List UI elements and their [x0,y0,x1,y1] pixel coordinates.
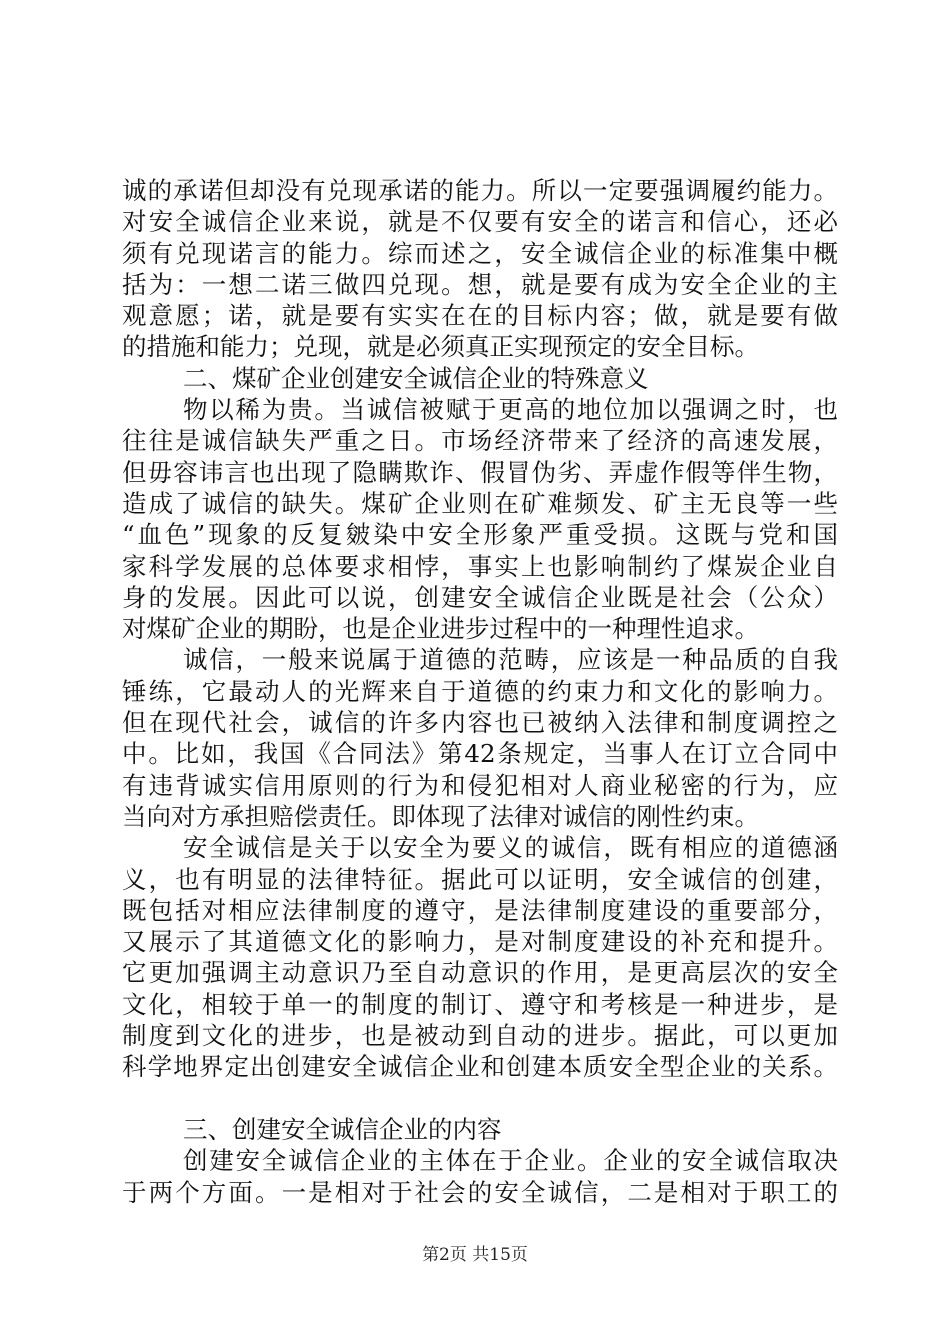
text-line: “血色”现象的反复皴染中安全形象严重受损。这既与党和国 [122,520,838,550]
text-line: 诚信，一般来说属于道德的范畴，应该是一种品质的自我 [183,645,838,675]
text-line: 的措施和能力；兑现，就是必须真正实现预定的安全目标。 [122,332,759,362]
text-line: 制度到文化的进步，也是被动到自动的进步。据此，可以更加 [122,1021,838,1051]
text-line: 须有兑现诺言的能力。综而述之，安全诚信企业的标准集中概 [122,238,838,268]
text-line: 对安全诚信企业来说，就是不仅要有安全的诺言和信心，还必 [122,207,838,237]
text-line: 诚的承诺但却没有兑现承诺的能力。所以一定要强调履约能力。 [122,176,838,205]
text-line: 既包括对相应法律制度的遵守，是法律制度建设的重要部分， [122,895,838,925]
text-line: 三、创建安全诚信企业的内容 [183,1114,502,1144]
text-line: 物以稀为贵。当诚信被赋于更高的地位加以强调之时，也 [183,395,838,425]
text-line: 科学地界定出创建安全诚信企业和创建本质安全型企业的关系。 [122,1052,838,1082]
text-line: 有违背诚实信用原则的行为和侵犯相对人商业秘密的行为，应 [122,770,838,800]
text-line: 安全诚信是关于以安全为要义的诚信，既有相应的道德涵 [183,833,838,863]
text-line: 义，也有明显的法律特征。据此可以证明，安全诚信的创建， [122,864,838,894]
text-line: 观意愿；诺，就是要有实实在在的目标内容；做，就是要有做 [122,301,838,331]
text-line: 于两个方面。一是相对于社会的安全诚信，二是相对于职工的 [122,1177,838,1207]
text-line: 往往是诚信缺失严重之日。市场经济带来了经济的高速发展， [122,426,838,456]
blank-line [122,1083,838,1114]
text-line: 它更加强调主动意识乃至自动意识的作用，是更高层次的安全 [122,958,838,988]
text-line: 家科学发展的总体要求相悖，事实上也影响制约了煤炭企业自 [122,551,838,581]
text-line: 中。比如，我国《合同法》第42条规定，当事人在订立合同中 [122,739,838,769]
text-line: 锤练，它最动人的光辉来自于道德的约束力和文化的影响力。 [122,676,838,706]
text-line: 括为：一想二诺三做四兑现。想，就是要有成为安全企业的主 [122,269,838,299]
page-footer: 第2页 共15页 [422,1245,528,1265]
text-line: 但毋容讳言也出现了隐瞒欺诈、假冒伪劣、弄虚作假等伴生物， [122,457,838,487]
text-line: 身的发展。因此可以说，创建安全诚信企业既是社会（公众） [122,582,838,612]
text-line: 又展示了其道德文化的影响力，是对制度建设的补充和提升。 [122,927,838,957]
text-line: 文化，相较于单一的制度的制订、遵守和考核是一种进步，是 [122,989,838,1019]
text-line: 但在现代社会，诚信的许多内容也已被纳入法律和制度调控之 [122,708,838,738]
document-body [122,175,838,1208]
text-line: 对煤矿企业的期盼，也是企业进步过程中的一种理性追求。 [122,614,759,644]
text-line: 当向对方承担赔偿责任。即体现了法律对诚信的刚性约束。 [122,801,759,831]
text-line: 造成了诚信的缺失。煤矿企业则在矿难频发、矿主无良等一些 [122,488,838,518]
text-line: 创建安全诚信企业的主体在于企业。企业的安全诚信取决 [183,1146,838,1176]
text-line: 二、煤矿企业创建安全诚信企业的特殊意义 [183,363,649,393]
